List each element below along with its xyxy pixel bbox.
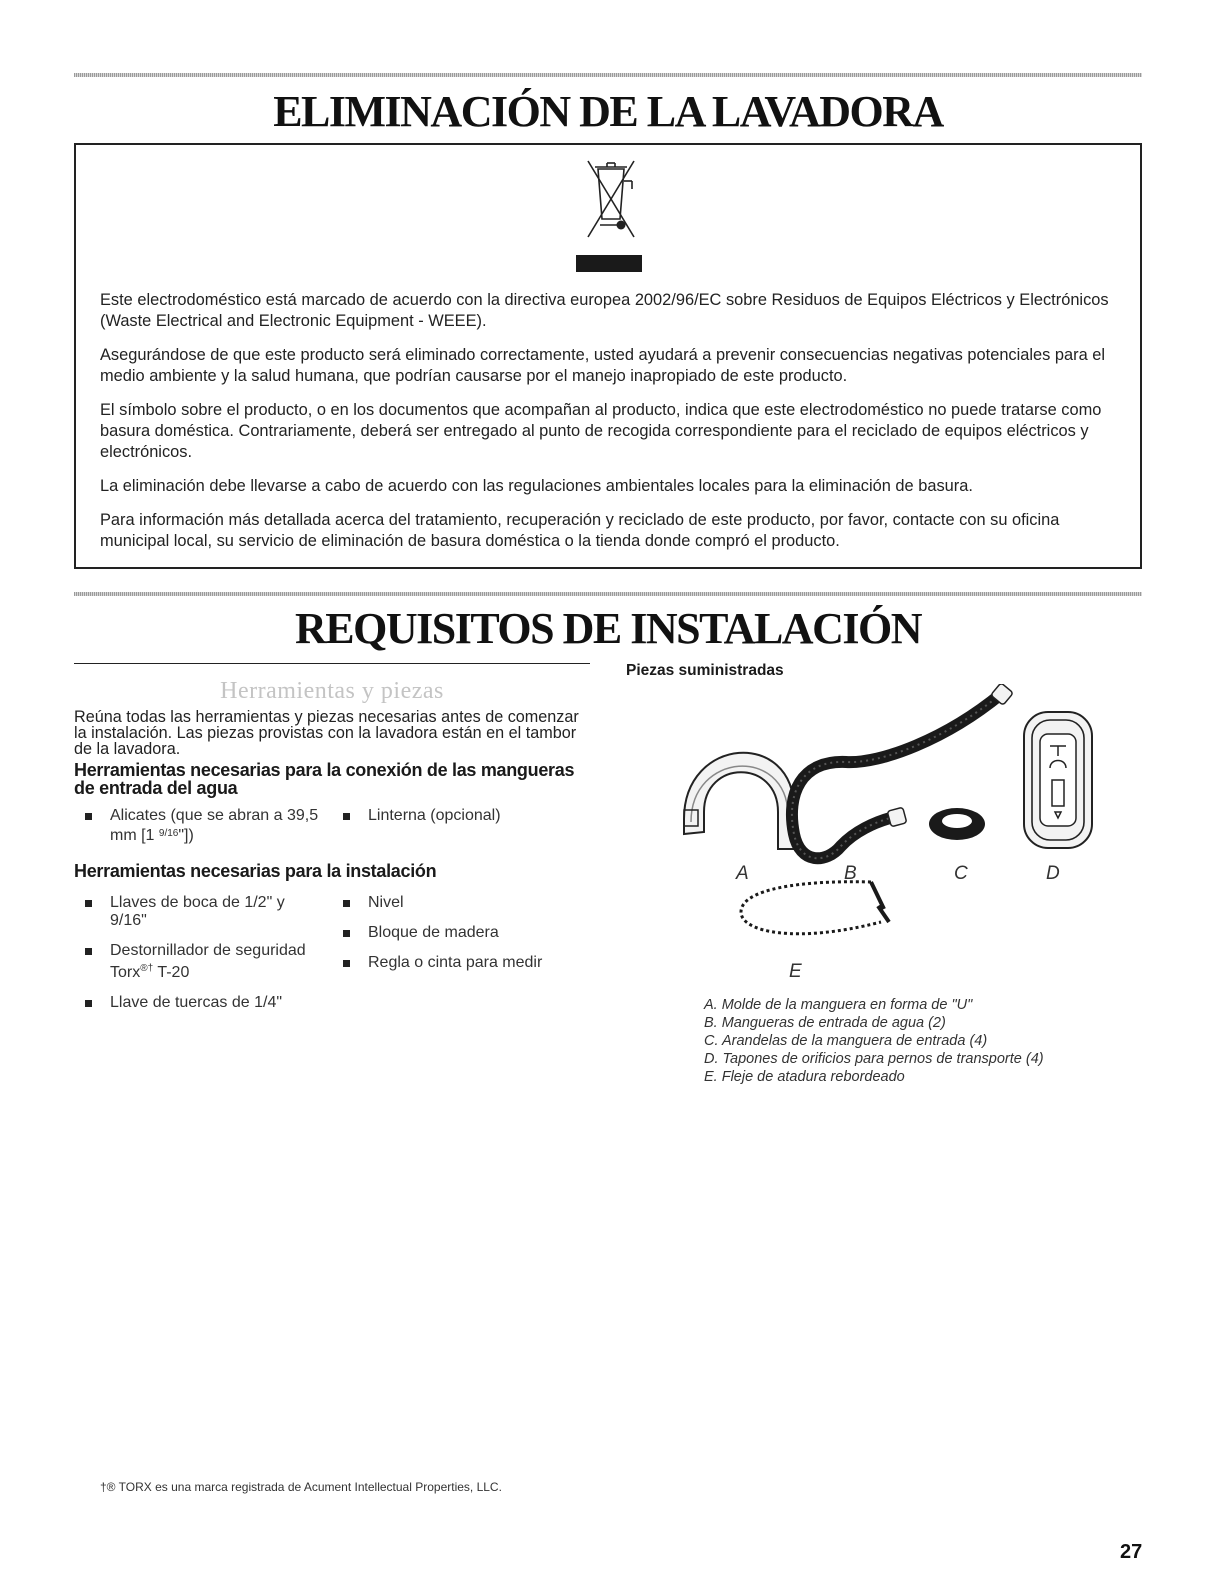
install-tools-list (74, 894, 590, 1012)
section-title-eliminacion: ELIMINACIÓN DE LA LAVADORA (273, 87, 943, 136)
legend-item: C. Arandelas de la manguera de entrada (4) (704, 1033, 988, 1049)
figure-label-b: B (844, 863, 857, 884)
section-title-requisitos: REQUISITOS DE INSTALACIÓN (295, 604, 921, 653)
disposal-paragraph: La eliminación debe llevarse a cabo de acuerdo con las regulaciones ambientales locales para la eliminación de basura. (100, 477, 973, 495)
hose-tools-list (74, 807, 590, 845)
list-item: Nivel (332, 894, 590, 912)
list-item: Bloque de madera (332, 924, 590, 942)
legend-item: A. Molde de la manguera en forma de "U" (704, 997, 973, 1013)
hose-tools-heading: Herramientas necesarias para la conexión de las mangueras de entrada del agua (74, 760, 575, 798)
parts-legend (704, 996, 1144, 1086)
u-shaped-hose-form-icon (684, 753, 794, 849)
disposal-paragraph: Para información más detallada acerca del tratamiento, recuperación y reciclado de este producto, por favor, contacte con su oficina municipal local, su servicio de eliminación de basura doméstica o la tienda donde compró el producto. (100, 511, 1060, 550)
figure-label-e: E (789, 961, 802, 982)
disposal-info-box (74, 143, 1142, 569)
disposal-paragraph: Asegurándose de que este producto será eliminado correctamente, usted ayudará a prevenir consecuencias negativas potenciales para el medio ambiente y la salud humana, que podrían causarse por el manejo inapropiado de este producto. (100, 346, 1106, 385)
parts-heading: Piezas suministradas (626, 662, 784, 679)
parts-column (626, 662, 1142, 1085)
install-tools-heading: Herramientas necesarias para la instalación (74, 861, 437, 881)
legend-item: B. Mangueras de entrada de agua (2) (704, 1015, 946, 1031)
torx-suffix: T-20 (153, 964, 190, 981)
fraction: 9/16 (158, 828, 179, 839)
pliers-text: Alicates (que se abran a 39,5 mm [1 (110, 807, 319, 844)
middle-rule (74, 592, 1142, 596)
parts-illustration (626, 684, 1142, 994)
list-item (74, 942, 332, 982)
disposal-text (100, 290, 1124, 565)
figure-label-a: A (736, 863, 749, 884)
column-rule (74, 663, 590, 664)
torx-text: Destornillador de seguridad Torx (110, 942, 306, 981)
crossed-out-bin-icon (585, 159, 637, 243)
tools-heading: Herramientas y piezas (220, 678, 444, 704)
pliers-suffix: "]) (178, 827, 194, 844)
tools-intro: Reúna todas las herramientas y piezas necesarias antes de comenzar la instalación. Las piezas provistas con la lavadora están en el tambor de la lavadora. (74, 708, 579, 758)
figure-label-d: D (1046, 863, 1060, 884)
disposal-paragraph: Este electrodoméstico está marcado de acuerdo con la directiva europea 2002/96/EC sobre Residuos de Equipos Eléctricos y Electrónicos (Waste Electrical and Electronic Equipment - WEEE). (100, 291, 1109, 330)
transport-bolt-plug-icon (1024, 712, 1092, 848)
list-item: Regla o cinta para medir (332, 954, 590, 972)
legend-item: E. Fleje de atadura rebordeado (704, 1069, 905, 1085)
legend-item: D. Tapones de orificios para pernos de transporte (4) (704, 1051, 1044, 1067)
list-item (74, 807, 332, 845)
disposal-paragraph: El símbolo sobre el producto, o en los documentos que acompañan al producto, indica que este electrodoméstico no puede tratarse como basura doméstica. Contrariamente, deberá ser entregado al punto de recogida correspondiente para el reciclado de equipos eléctricos y electrónicos. (100, 401, 1102, 461)
list-item: Llave de tuercas de 1/4" (74, 994, 332, 1012)
top-rule (74, 73, 1142, 77)
hose-washer-icon (929, 808, 985, 840)
list-item: Linterna (opcional) (332, 807, 590, 825)
parts-drawing (626, 684, 1142, 994)
trademark-mark: ®† (140, 963, 154, 974)
list-item: Llaves de boca de 1/2" y 9/16" (74, 894, 332, 930)
figure-label-c: C (954, 863, 968, 884)
page-number: 27 (1120, 1541, 1143, 1563)
footnote: †® TORX es una marca registrada de Acument Intellectual Properties, LLC. (100, 1480, 502, 1494)
weee-black-bar (576, 255, 642, 272)
tools-column (74, 663, 590, 1012)
beaded-tie-strap-icon (741, 882, 889, 934)
